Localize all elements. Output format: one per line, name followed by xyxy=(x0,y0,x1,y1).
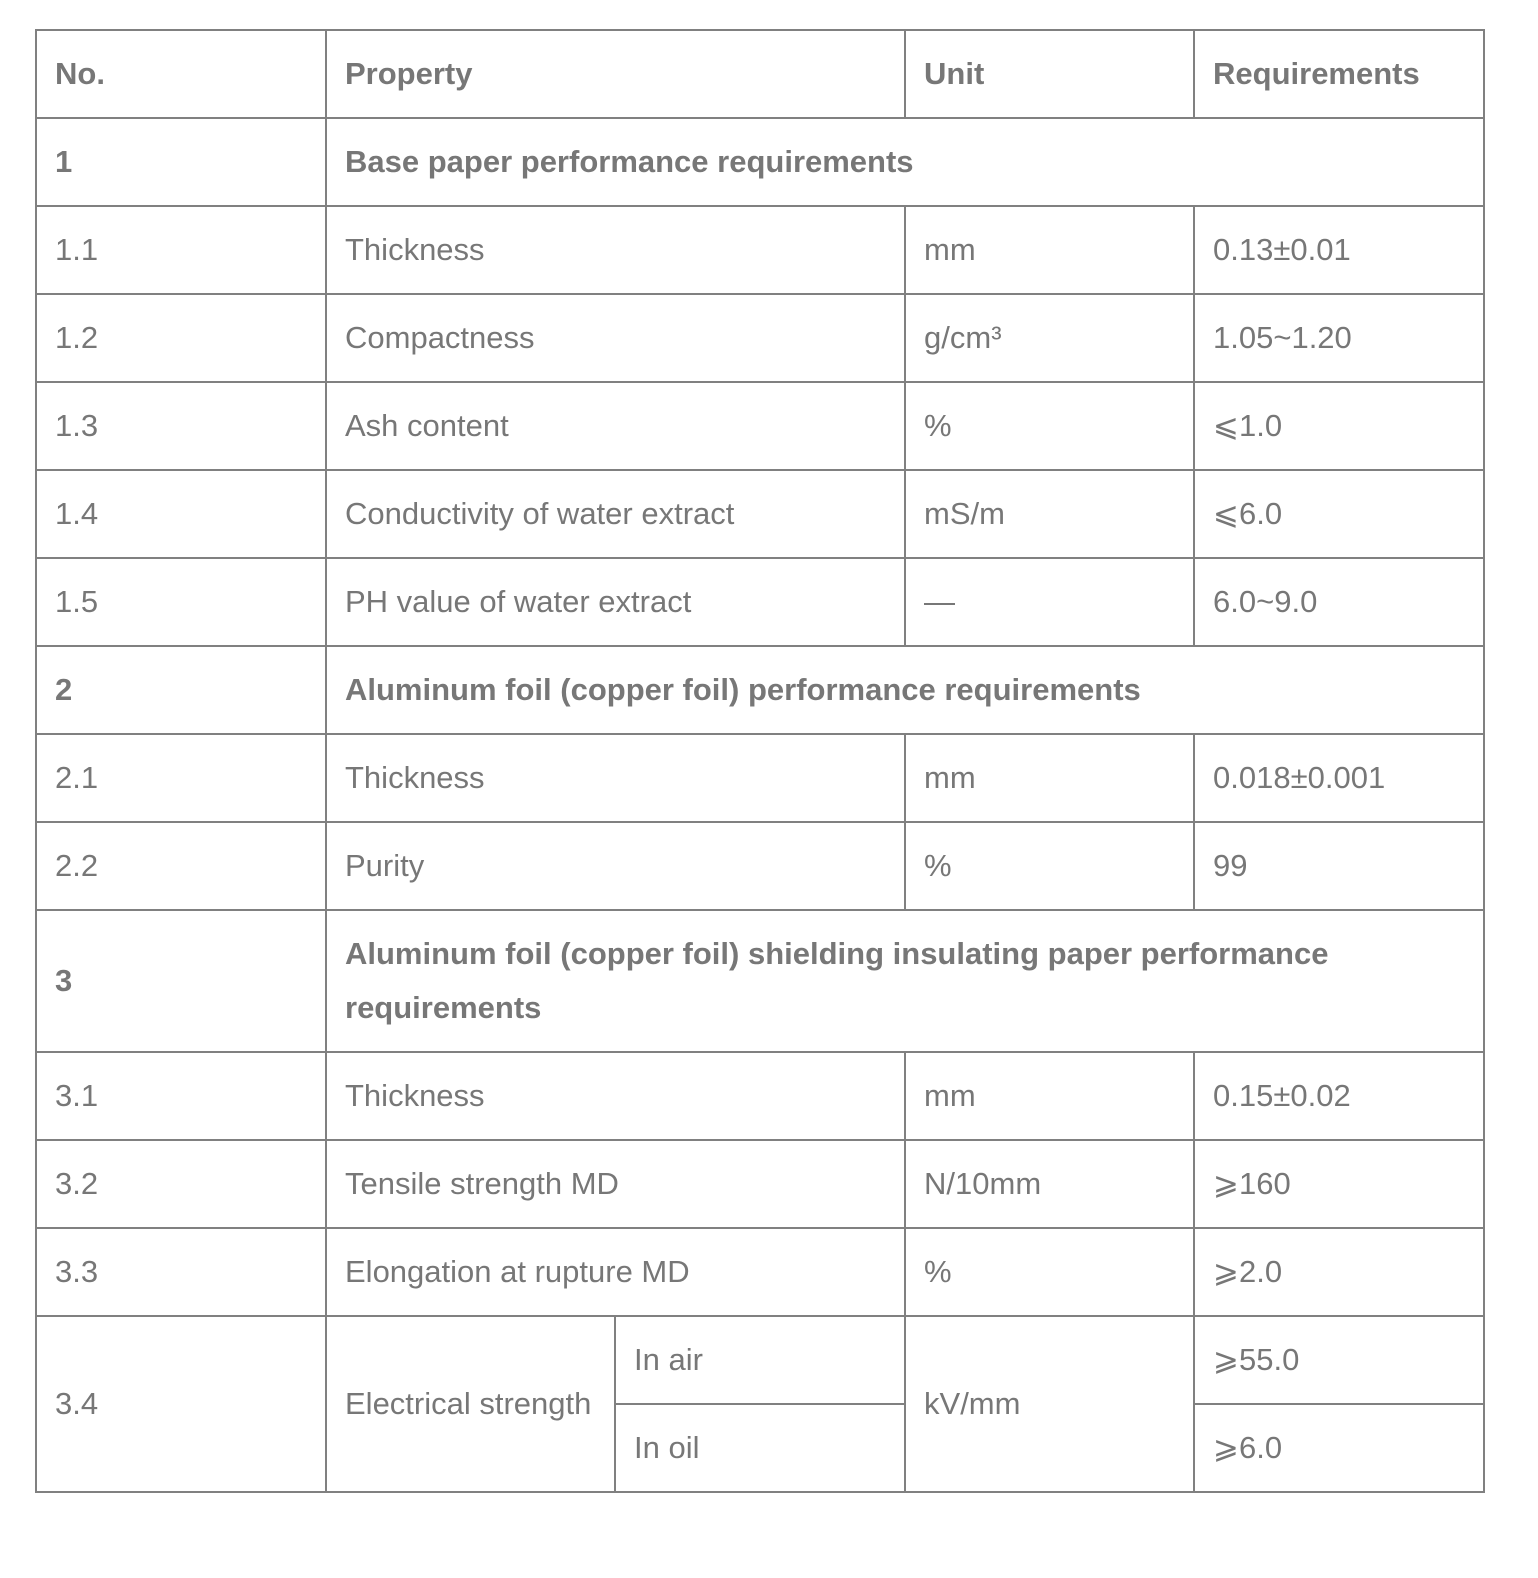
row-requirement: ⩾55.0 xyxy=(1194,1316,1484,1404)
row-property: Ash content xyxy=(326,382,905,470)
row-no: 1.4 xyxy=(36,470,326,558)
table-row xyxy=(36,822,1484,910)
section-row xyxy=(36,118,1484,206)
header-no: No. xyxy=(36,30,326,118)
row-no: 3.2 xyxy=(36,1140,326,1228)
row-unit: — xyxy=(905,558,1194,646)
section-no: 1 xyxy=(36,118,326,206)
header-row xyxy=(36,30,1484,118)
row-no: 1.5 xyxy=(36,558,326,646)
row-unit: mm xyxy=(905,206,1194,294)
section-title: Aluminum foil (copper foil) performance requirements xyxy=(326,646,1484,734)
row-requirement: 99 xyxy=(1194,822,1484,910)
row-no: 3.4 xyxy=(36,1316,326,1492)
table-row xyxy=(36,1316,1484,1404)
row-no: 1.1 xyxy=(36,206,326,294)
row-unit: mm xyxy=(905,1052,1194,1140)
row-requirement: ⩽6.0 xyxy=(1194,470,1484,558)
row-unit: % xyxy=(905,1228,1194,1316)
row-unit: % xyxy=(905,382,1194,470)
row-requirement: ⩽1.0 xyxy=(1194,382,1484,470)
section-no: 3 xyxy=(36,910,326,1052)
section-title: Aluminum foil (copper foil) shielding insulating paper performance requirements xyxy=(326,910,1484,1052)
row-unit: g/cm³ xyxy=(905,294,1194,382)
row-unit: % xyxy=(905,822,1194,910)
row-property: Electrical strength xyxy=(326,1316,615,1492)
row-property: Thickness xyxy=(326,206,905,294)
table-row xyxy=(36,294,1484,382)
section-title: Base paper performance requirements xyxy=(326,118,1484,206)
row-subproperty: In air xyxy=(615,1316,905,1404)
row-no: 3.3 xyxy=(36,1228,326,1316)
row-property: PH value of water extract xyxy=(326,558,905,646)
row-unit: N/10mm xyxy=(905,1140,1194,1228)
table-row xyxy=(36,382,1484,470)
row-unit: kV/mm xyxy=(905,1316,1194,1492)
row-subproperty: In oil xyxy=(615,1404,905,1492)
table-row xyxy=(36,1140,1484,1228)
row-unit: mS/m xyxy=(905,470,1194,558)
section-no: 2 xyxy=(36,646,326,734)
row-unit: mm xyxy=(905,734,1194,822)
table-row xyxy=(36,1228,1484,1316)
row-requirement: 0.15±0.02 xyxy=(1194,1052,1484,1140)
row-no: 1.2 xyxy=(36,294,326,382)
row-requirement: 6.0~9.0 xyxy=(1194,558,1484,646)
row-requirement: ⩾2.0 xyxy=(1194,1228,1484,1316)
table-row xyxy=(36,470,1484,558)
row-property: Conductivity of water extract xyxy=(326,470,905,558)
row-property: Compactness xyxy=(326,294,905,382)
row-no: 3.1 xyxy=(36,1052,326,1140)
section-row xyxy=(36,646,1484,734)
header-unit: Unit xyxy=(905,30,1194,118)
row-requirement: ⩾160 xyxy=(1194,1140,1484,1228)
row-requirement: 0.13±0.01 xyxy=(1194,206,1484,294)
row-property: Thickness xyxy=(326,1052,905,1140)
row-property: Tensile strength MD xyxy=(326,1140,905,1228)
row-requirement: 1.05~1.20 xyxy=(1194,294,1484,382)
section-row xyxy=(36,910,1484,1052)
row-property: Elongation at rupture MD xyxy=(326,1228,905,1316)
row-no: 2.2 xyxy=(36,822,326,910)
header-requirements: Requirements xyxy=(1194,30,1484,118)
row-requirement: 0.018±0.001 xyxy=(1194,734,1484,822)
row-property: Purity xyxy=(326,822,905,910)
row-requirement: ⩾6.0 xyxy=(1194,1404,1484,1492)
row-property: Thickness xyxy=(326,734,905,822)
header-property: Property xyxy=(326,30,905,118)
row-no: 2.1 xyxy=(36,734,326,822)
table-row xyxy=(36,206,1484,294)
table-row xyxy=(36,558,1484,646)
table-row xyxy=(36,734,1484,822)
requirements-table xyxy=(35,29,1485,1493)
row-no: 1.3 xyxy=(36,382,326,470)
table-row xyxy=(36,1052,1484,1140)
